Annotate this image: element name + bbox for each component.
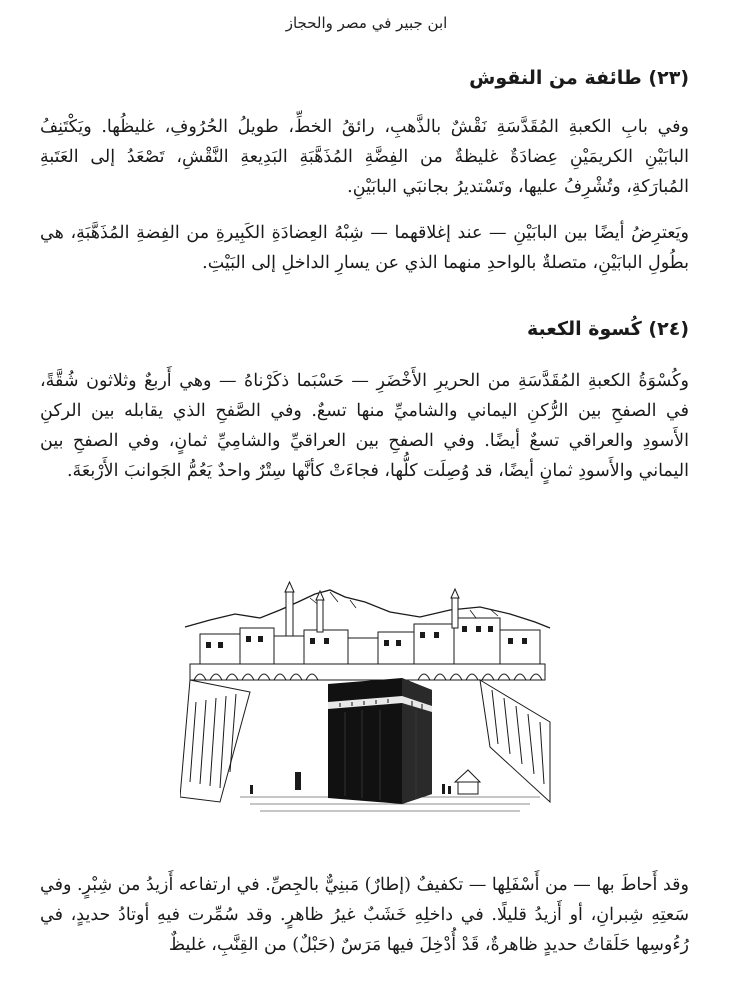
paragraph-kiswa: وكُسْوَةُ الكعبةِ المُقَدَّسَةِ من الحريرِ الأَخْضَرِ — حَسْبَما ذكَرْناهُ — وهي أَربعٌ وثلاثون شُقَّةً، في الصفحِ بين الرُّكنِ اليماني والشاميِّ منها تسعٌ. وفي الصَّفحِ الذي يقابله بين الركنِ الأَسودِ والعراقي تسعٌ أيضًا. وفي الصفحِ بين العراقيِّ والشامِيِّ ثمانٍ، وفي الصفحِ بين اليماني والأَسودِ ثمانٍ أيضًا، قد وُصِلَت كلُّها، فجاءَتْ كأنَّها سِتْرٌ واحدٌ يَعُمُّ الجَوانبَ الأَرْبعَةَ. <box>40 371 689 481</box>
section-heading-23: (٢٣) طائفة من النقوش <box>469 67 689 89</box>
paragraph-door-jamb: ويَعترِضُ أيضًا بين البابَيْنِ — عند إغلاقهما — شِبْهُ العِضادَةِ الكَبِيرةِ من الفِضةِ المُذَهَّبَةِ، هي بطُولِ البابَيْنِ، متصلةٌ بالواحدِ منهما الذي عن يسارِ الداخلِ إلى البَيْتِ. <box>40 223 689 273</box>
section-heading-24: (٢٤) كُسوة الكعبة <box>526 318 689 340</box>
running-head: ابن جبير في مصر والحجاز <box>285 14 448 32</box>
paragraph-door-inscription: وفي بابِ الكعبةِ المُقَدَّسَةِ نَقْشٌ بالذَّهبِ، رائقُ الخطِّ، طويلُ الحُرُوفِ، غليظُها. ويَكْتَنِفُ البابَيْنِ الكريمَيْنِ عِضادَةٌ غليظةٌ من الفِضَّةِ المُذَهَّبَةِ البَدِيعةِ النَّقْشِ، تَصْعَدُ إلى العَتَبةِ المُبارَكةِ، وتُشْرِفُ عليها، وتَسْتديرُ بجانبَي البابَيْنِ. <box>40 117 689 197</box>
paragraph-kiswa-frame: وقد أَحاطَ بها — من أَسْفَلِها — تكفيفٌ (إطارٌ) مَبنِيٌّ بالجِصِّ. في ارتفاعه أَزيدُ من شِبْرٍ. وفي سَعتِهِ شِبرانِ، أو أَزيدُ قليلًا. في داخلِهِ خَشَبٌ غيرُ ظاهرٍ. وقد سُمِّرت فيهِ أوتادُ حديدٍ، في رُءُوسِها حَلَقاتُ حديدٍ ظاهرةٌ، قَدْ أُدْخِلَ فيها مَرَسٌ (حَبْلٌ) من القِنَّبِ، غليظٌ <box>40 875 689 955</box>
kaaba-engraving-icon <box>180 572 555 827</box>
